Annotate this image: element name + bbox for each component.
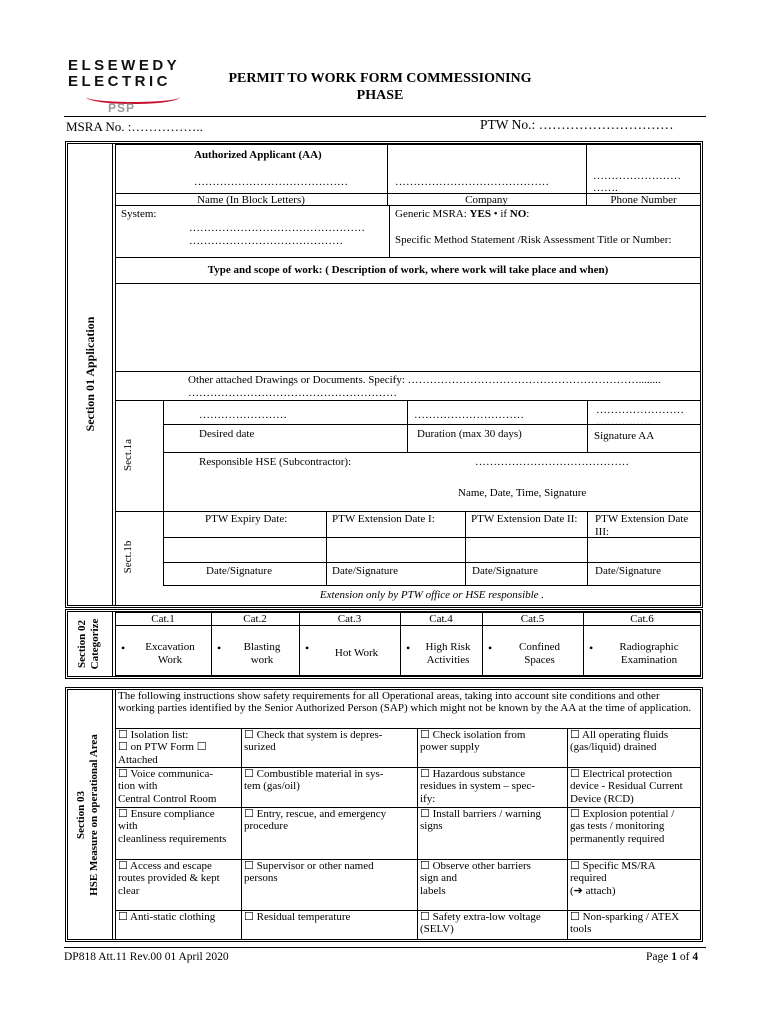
section-02-label-line-2: Categorize — [89, 618, 101, 670]
specific-ms-label: Specific Method Statement /Risk Assessment Title or Number: — [395, 234, 672, 246]
category-checkbox-bullet[interactable]: • — [121, 641, 126, 655]
footer-divider — [64, 947, 706, 948]
category-code: Cat.5 — [520, 613, 545, 625]
category-name-line-1: Excavation — [145, 641, 195, 653]
company-field[interactable]: …………………………………… — [395, 176, 549, 188]
category-name-line-2: work — [250, 653, 274, 666]
system-field-line-2[interactable]: …………………………………… — [189, 235, 343, 247]
category-code: Cat.3 — [337, 613, 362, 625]
hse-col-divider — [417, 728, 418, 940]
page-number — [646, 951, 698, 963]
hse-measure-checkbox-item[interactable]: ☐ Observe other barriers sign and labels — [420, 860, 531, 897]
hse-measure-checkbox-item[interactable]: ☐ Check isolation from power supply — [420, 729, 526, 754]
generic-msra-colon: : — [526, 208, 530, 220]
category-name[interactable] — [131, 641, 209, 666]
generic-msra-no[interactable]: NO — [509, 208, 527, 220]
generic-msra — [395, 208, 529, 221]
company-label: Company — [465, 194, 508, 206]
date-signature-label-3: Date/Signature — [472, 565, 538, 577]
category-code: Cat.2 — [243, 613, 267, 625]
category-name-line-1: High Risk — [425, 641, 471, 653]
section-01-label: Section 01 Application — [83, 316, 97, 432]
hse-measure-checkbox-item[interactable]: ☐ Anti-static clothing — [118, 911, 216, 923]
ptw-extension-2-label: PTW Extension Date II: — [471, 513, 578, 525]
date-signature-label-4: Date/Signature — [595, 565, 661, 577]
category-name[interactable] — [416, 641, 480, 666]
responsible-hse-field[interactable]: …………………………………… — [475, 456, 629, 468]
category-code: Cat.4 — [429, 613, 453, 625]
ptw-expiry-field[interactable] — [164, 538, 325, 562]
hse-measure-checkbox-item[interactable]: ☐ Non-sparking / ATEX tools — [570, 911, 680, 936]
category-name[interactable] — [599, 641, 699, 666]
hse-measure-checkbox-item[interactable]: ☐ Electrical protection device - Residual Current Device (RCD) — [570, 768, 683, 805]
hse-measure-checkbox-item[interactable]: ☐ Entry, rescue, and emergency procedure — [244, 808, 387, 833]
desired-date-label: Desired date — [199, 428, 255, 440]
hse-measure-checkbox-item[interactable]: ☐ Install barriers / warning signs — [420, 808, 542, 833]
date-signature-label-2: Date/Signature — [332, 565, 398, 577]
system-label: System: — [121, 208, 157, 220]
sect1a-col-divider-2 — [587, 400, 588, 452]
category-checkbox-bullet[interactable]: • — [406, 641, 411, 655]
ptw-extension-3-label: PTW Extension Date III: — [595, 513, 689, 538]
logo-line-psp: PSP — [108, 101, 136, 115]
duration-field[interactable]: ………………………… — [414, 409, 524, 421]
section-01-label-divider — [112, 143, 113, 606]
name-date-signature-label: Name, Date, Time, Signature — [458, 487, 587, 499]
logo-line-elsewedy: ELSEWEDY — [68, 57, 181, 74]
aa-heading: Authorized Applicant (AA) — [194, 149, 322, 161]
category-name[interactable] — [227, 641, 297, 666]
sect1b-field-bottom — [163, 562, 701, 563]
category-checkbox-bullet[interactable]: • — [589, 641, 594, 655]
ptw-extension-1-field[interactable] — [327, 538, 464, 562]
signature-aa-field-1[interactable]: …………………… — [596, 404, 684, 416]
title-line-2: PHASE — [356, 88, 404, 103]
ptw-extension-3-field[interactable] — [588, 538, 700, 562]
extension-note-top — [163, 585, 701, 586]
msra-number-field[interactable]: MSRA No. :…………….. — [66, 119, 203, 134]
system-row-top — [115, 205, 701, 206]
hse-col-divider — [567, 728, 568, 940]
sect1a-label: Sect.1a — [122, 438, 134, 472]
scope-row-top — [115, 257, 701, 258]
category-name[interactable] — [315, 647, 398, 660]
section-03-label-divider — [112, 689, 113, 940]
title-line-1: PERMIT TO WORK FORM COMMESSIONING — [228, 71, 532, 86]
duration-label: Duration (max 30 days) — [417, 428, 522, 440]
section-02-label-line-1: Section 02 — [76, 620, 88, 668]
page-of: of — [676, 951, 693, 963]
generic-msra-bullet: • — [493, 208, 498, 220]
hse-measure-checkbox-item[interactable]: ☐ Isolation list: ☐ on PTW Form ☐ Attached — [118, 729, 207, 766]
attached-documents-line-2[interactable]: ………………………………………………… — [188, 387, 397, 399]
page-title — [200, 70, 560, 104]
generic-msra-yes[interactable]: YES — [469, 208, 491, 220]
attached-documents-line-1[interactable]: Other attached Drawings or Documents. Specify: ………………………………………………………........ — [188, 374, 661, 386]
sect1a-top — [115, 400, 701, 401]
system-field-line-1[interactable]: ………………………………………… — [189, 222, 365, 234]
sect1a-hse-top — [163, 452, 701, 453]
category-name[interactable] — [498, 641, 581, 666]
section-03-label-line-1: Section 03 — [75, 791, 87, 839]
phone-field-line-2[interactable]: ……. — [593, 182, 618, 194]
category-name-line-2: Work — [157, 653, 183, 666]
name-field[interactable]: …………………………………… — [194, 176, 348, 188]
signature-aa-label: Signature AA — [594, 430, 655, 442]
system-col-divider — [389, 205, 390, 257]
category-name-line-1: Confined — [519, 641, 560, 653]
signature-aa-field-2[interactable]: …………… — [596, 416, 651, 428]
category-checkbox-bullet[interactable]: • — [217, 641, 222, 655]
category-name-line-1: Radiographic — [619, 641, 679, 653]
ptw-number-field[interactable]: PTW No.: ………………………… — [480, 117, 674, 132]
phone-label: Phone Number — [610, 194, 677, 206]
category-name-line-1: Hot Work — [334, 647, 379, 659]
section-03-label-line-2: HSE Measure on operational Area — [88, 734, 100, 896]
page-current: 1 — [671, 951, 677, 963]
sect1a-mid-divider — [163, 424, 701, 425]
ptw-extension-1-label: PTW Extension Date I: — [332, 513, 435, 525]
category-code: Cat.6 — [630, 613, 654, 625]
hse-intro-text: The following instructions show safety requirements for all Operational areas, taking into account site conditions and other working parties identified by the Senior Authorized Person (SAP) which might not be known by the AA at the time of application. — [118, 690, 692, 715]
hse-measure-checkbox-item[interactable]: ☐ Explosion potential / gas tests / monitoring permanently required — [570, 808, 675, 845]
page-prefix: Page — [646, 951, 672, 963]
ptw-extension-2-field[interactable] — [466, 538, 586, 562]
hse-measure-checkbox-item[interactable]: ☐ Specific MS/RA required (➔ attach) — [570, 860, 656, 897]
sect1a-col-divider-1 — [407, 400, 408, 452]
category-checkbox-bullet[interactable]: • — [488, 641, 493, 655]
phone-field-line-1[interactable]: …………………… — [593, 170, 681, 182]
category-name-line-2: Activities — [426, 653, 470, 666]
category-name-line-2: Examination — [620, 653, 678, 666]
desired-date-field[interactable]: …………………… — [199, 409, 287, 421]
hse-measure-checkbox-item[interactable]: ☐ Safety extra-low voltage (SELV) — [420, 911, 541, 936]
hse-measure-checkbox-item[interactable]: ☐ Residual temperature — [244, 911, 351, 923]
page-total: 4 — [692, 951, 699, 963]
hse-measure-checkbox-item[interactable]: ☐ Hazardous substance residues in system – spec- ify: — [420, 768, 535, 805]
section-02-label-divider — [112, 611, 113, 677]
hse-measure-checkbox-item[interactable]: ☐ Combustible material in sys- tem (gas/oil) — [244, 768, 384, 793]
generic-msra-prefix: Generic MSRA: — [395, 208, 470, 220]
document-reference: DP818 Att.11 Rev.00 01 April 2020 — [64, 951, 229, 963]
generic-msra-if: if — [497, 208, 510, 220]
hse-measure-checkbox-item[interactable]: ☐ Check that system is depres- surized — [244, 729, 383, 754]
hse-measure-checkbox-item[interactable]: ☐ All operating fluids (gas/liquid) drained — [570, 729, 669, 754]
sect1b-label: Sect.1b — [122, 540, 134, 574]
attached-row-top — [115, 371, 701, 372]
logo-line-electric: ELECTRIC — [68, 73, 171, 90]
sect1b-top — [115, 511, 701, 512]
section-03-label — [75, 734, 101, 896]
hse-measure-checkbox-item[interactable]: ☐ Voice communica- tion with Central Control Room — [118, 768, 217, 805]
hse-col-divider — [241, 728, 242, 940]
name-label: Name (In Block Letters) — [197, 194, 305, 206]
category-checkbox-bullet[interactable]: • — [305, 641, 310, 655]
category-name-line-1: Blasting — [243, 641, 281, 653]
category-name-line-2: Spaces — [524, 653, 555, 666]
responsible-hse-label: Responsible HSE (Subcontractor): — [199, 456, 352, 468]
scope-description-area[interactable] — [116, 284, 700, 371]
category-code: Cat.1 — [151, 613, 175, 625]
date-signature-label-1: Date/Signature — [206, 565, 272, 577]
scope-heading: Type and scope of work: ( Description of work, where work will take place and when) — [207, 264, 609, 276]
hse-measure-checkbox-item[interactable]: ☐ Supervisor or other named persons — [244, 860, 374, 885]
hse-measure-checkbox-item[interactable]: ☐ Ensure compliance with cleanliness requirements — [118, 808, 227, 845]
hse-measure-checkbox-item[interactable]: ☐ Access and escape routes provided & kept clear — [118, 860, 220, 897]
section-02-label — [76, 619, 102, 670]
ptw-expiry-label: PTW Expiry Date: — [205, 513, 288, 525]
extension-note: Extension only by PTW office or HSE responsible . — [319, 589, 545, 601]
